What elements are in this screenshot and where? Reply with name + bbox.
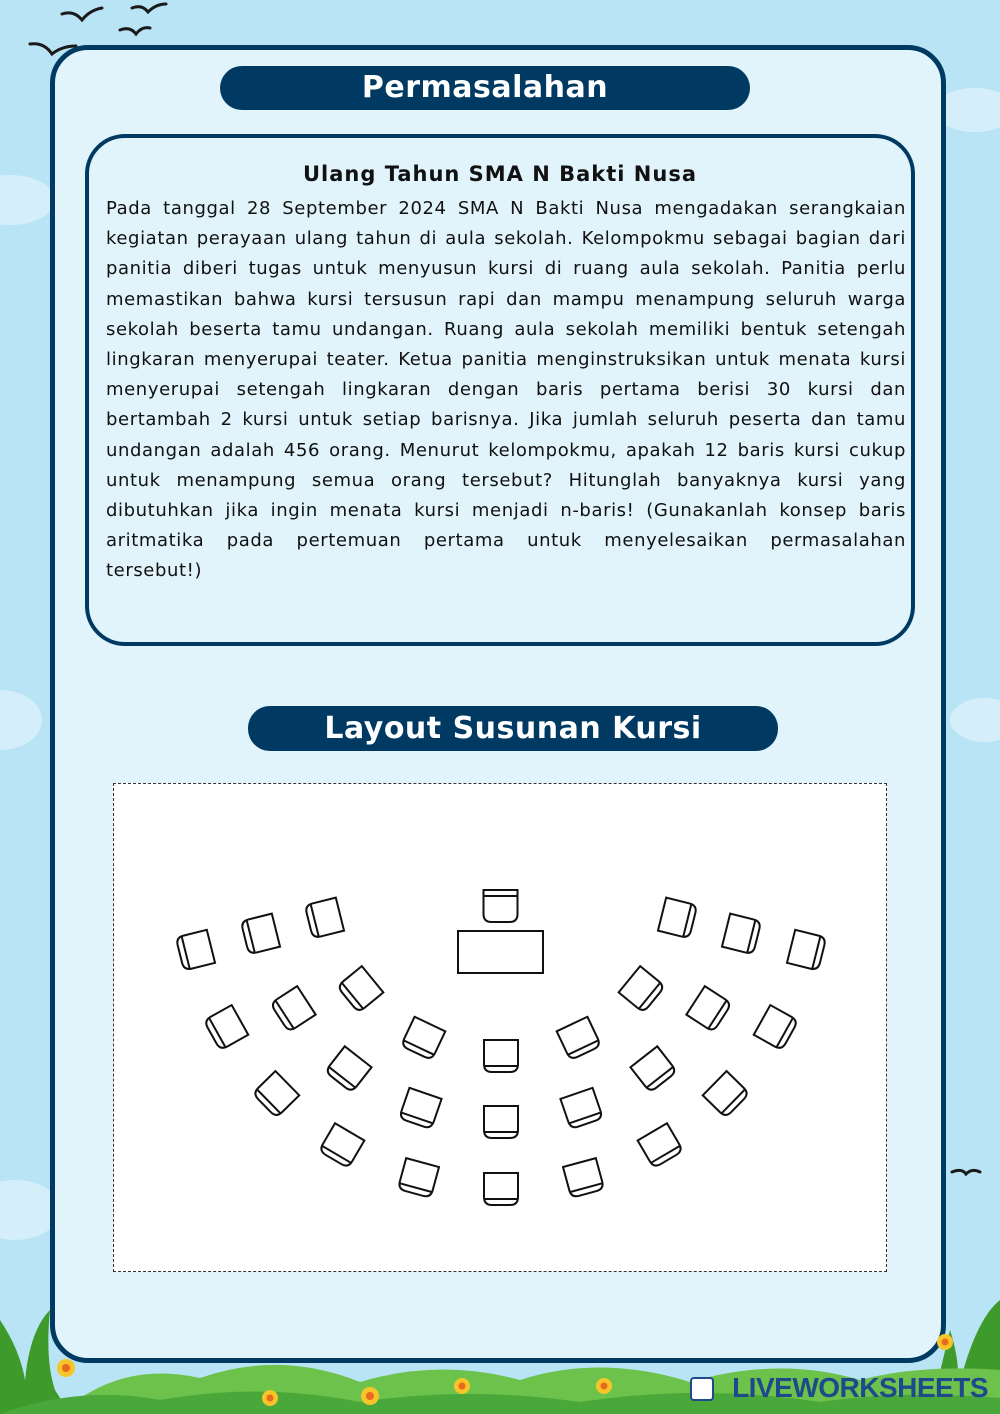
problem-box xyxy=(85,134,915,646)
chair-icon xyxy=(619,966,665,1013)
section-title-layout: Layout Susunan Kursi xyxy=(248,706,778,751)
problem-text: Pada tanggal 28 September 2024 SMA N Bakti Nusa mengadakan serangkaian kegiatan perayaan ulang tahun di aula sekolah. Kelompokmu sebagai bagian dari panitia diberi tugas untuk menyusun kursi di ruang aula sekolah. Panitia perlu memastikan bahwa kursi tersusun rapi dan mampu menampung seluruh warga sekolah beserta tamu undangan. Ruang aula sekolah memiliki bentuk setengah lingkaran menyerupai teater. Ketua panitia menginstruksikan untuk menata kursi menyerupai setengah lingkaran dengan baris pertama berisi 30 kursi dan bertambah 2 kursi untuk setiap barisnya. Jika jumlah seluruh peserta dan tamu undangan adalah 456 orang. Menurut kelompokmu, apakah 12 baris kursi cukup untuk menampung semua orang tersebut? Hitunglah banyaknya kursi yang dibutuhkan jika ingin menata kursi menjadi n-baris! (Gunakanlah konsep baris aritmatika pada pertemuan pertama untuk menyelesaikan permasalahan tersebut!) xyxy=(106,198,906,582)
chair-icon xyxy=(563,1158,604,1198)
chair-icon xyxy=(484,890,518,922)
chair-icon xyxy=(630,1046,676,1092)
chair-icon xyxy=(204,1005,249,1050)
chair-layout-frame xyxy=(113,783,887,1272)
chair-icon xyxy=(484,1040,518,1072)
table-icon xyxy=(458,931,543,973)
bird-icon xyxy=(952,1170,980,1174)
chair-icon xyxy=(658,898,697,939)
chair-icon xyxy=(176,930,215,971)
chair-icon xyxy=(337,966,383,1013)
chair-layout-diagram xyxy=(114,784,888,1273)
chair-icon xyxy=(270,986,315,1032)
problem-title: Ulang Tahun SMA N Bakti Nusa xyxy=(302,162,698,186)
chair-icon xyxy=(686,986,731,1032)
chair-icon xyxy=(241,914,280,955)
chair-icon xyxy=(398,1158,439,1198)
chair-icon xyxy=(557,1017,601,1060)
chair-icon xyxy=(305,898,344,939)
podium xyxy=(458,890,543,973)
chair-icon xyxy=(319,1123,365,1168)
bird-icon xyxy=(132,4,166,12)
chair-icon xyxy=(253,1071,300,1118)
chair-icon xyxy=(754,1005,799,1050)
bird-icon xyxy=(62,8,102,20)
chair-icon xyxy=(787,930,826,971)
chair-icon xyxy=(325,1046,371,1092)
chair-icon xyxy=(399,1088,442,1129)
bird-icon xyxy=(120,28,150,34)
section-title-permasalahan: Permasalahan xyxy=(220,66,750,110)
chair-icon xyxy=(703,1071,750,1118)
chair-icon xyxy=(484,1106,518,1138)
liveworksheets-logo-icon xyxy=(690,1377,714,1401)
chair-icon xyxy=(401,1017,445,1060)
watermark: LIVEWORKSHEETS xyxy=(732,1372,988,1403)
chair-icon xyxy=(560,1088,603,1129)
chair-icon xyxy=(638,1123,684,1168)
chair-icon xyxy=(722,914,761,955)
chair-icon xyxy=(484,1173,518,1205)
